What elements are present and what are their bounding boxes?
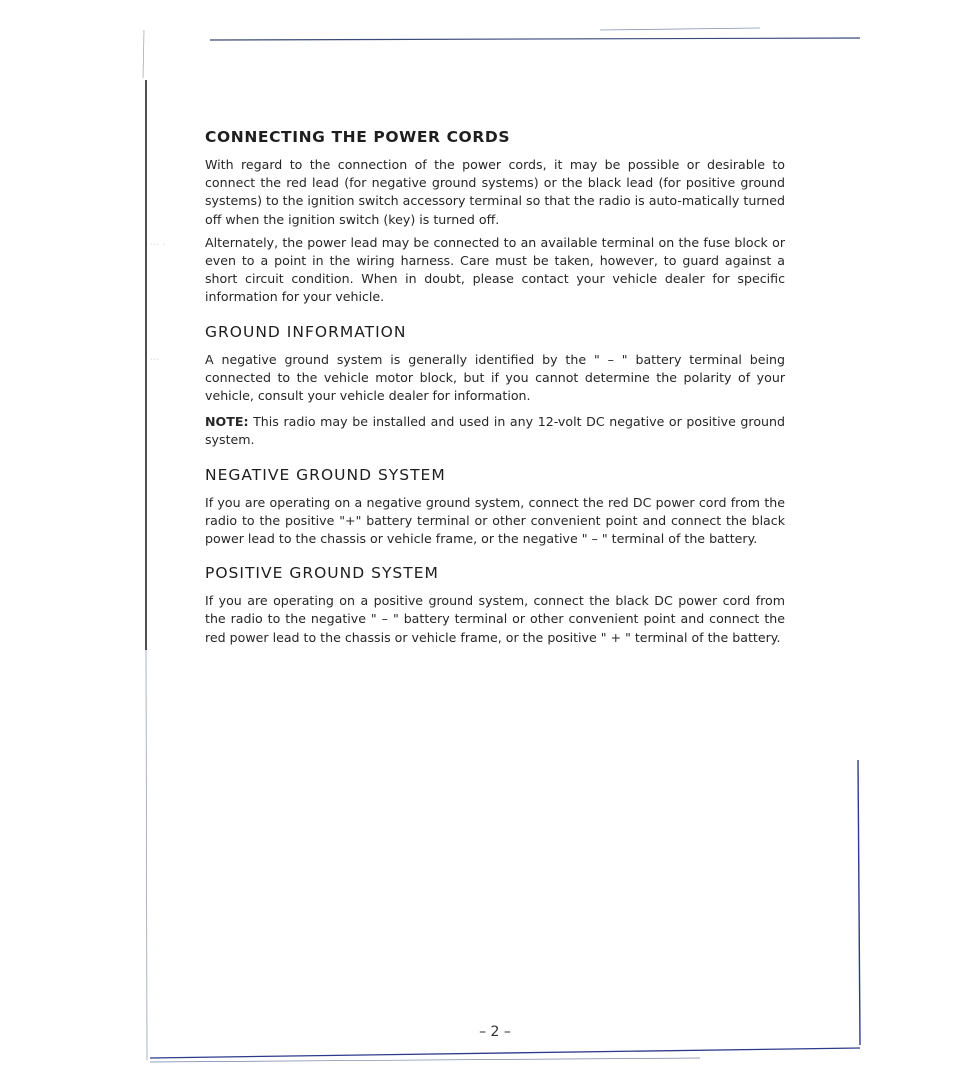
section-heading: POSITIVE GROUND SYSTEM <box>205 564 439 583</box>
margin-bleed-text: ··· <box>150 355 160 366</box>
section-negative-ground-system <box>205 466 785 549</box>
section-positive-ground-system <box>205 564 785 647</box>
paragraph: A negative ground system is generally identified by the " – " battery terminal being connected to the vehicle motor block, but if you cannot determine the polarity of your vehicle, consult your vehicle dealer for information. <box>205 351 785 404</box>
section-connecting-power-cords <box>205 128 785 307</box>
document-body <box>205 128 785 663</box>
margin-bleed-text: ··· · <box>150 240 166 251</box>
section-heading: NEGATIVE GROUND SYSTEM <box>205 465 446 484</box>
page-number: – 2 – <box>479 1024 511 1040</box>
paragraph: Alternately, the power lead may be connected to an available terminal on the fuse block or even to a point in the wiring harness. Care must be taken, however, to guard against a short circuit condition. When in doubt, please contact your vehicle dealer for specific information for your vehicle. <box>205 234 785 305</box>
section-heading: GROUND INFORMATION <box>205 322 407 341</box>
note-text: This radio may be installed and used in any 12-volt DC negative or positive ground system. <box>205 414 785 448</box>
paragraph: With regard to the connection of the power cords, it may be possible or desirable to connect the red lead (for negative ground systems) or the black lead (for positive ground systems) to the ignition switch accessory terminal so that the radio is auto-matically turned off when the ignition switch (key) is turned off. <box>205 157 785 227</box>
section-heading: CONNECTING THE POWER CORDS <box>205 128 511 146</box>
section-ground-information <box>205 323 785 450</box>
note-paragraph <box>205 413 785 449</box>
note-label: NOTE: <box>205 414 249 430</box>
paragraph: If you are operating on a positive ground system, connect the black DC power cord from the radio to the negative " – " battery terminal or other convenient point and connect the red power lead to the chassis or vehicle frame, or the positive " + " terminal of the battery. <box>205 593 785 645</box>
paragraph: If you are operating on a negative ground system, connect the red DC power cord from the radio to the positive "+" battery terminal or other convenient point and connect the black power lead to the chassis or vehicle frame, or the negative " – " terminal of the battery. <box>205 494 785 547</box>
